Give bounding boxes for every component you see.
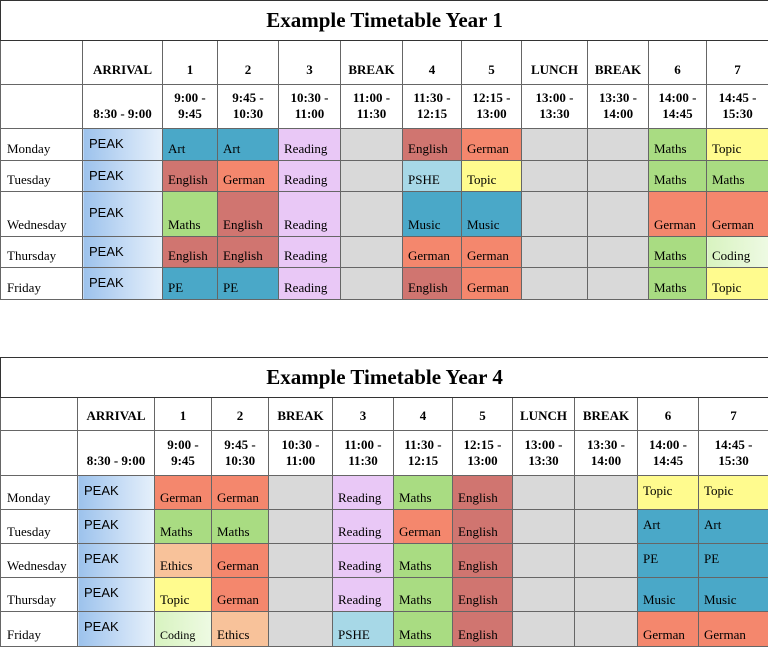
lesson-cell: English xyxy=(163,237,218,268)
lesson-cell: English xyxy=(403,129,462,161)
lesson-cell: Maths xyxy=(394,544,453,578)
time-cell: 11:00 - 11:30 xyxy=(341,85,403,129)
time-cell: 12:15 - 13:00 xyxy=(453,431,513,476)
header-period-1: 1 xyxy=(155,398,212,431)
lesson-cell: English xyxy=(218,237,279,268)
table-row xyxy=(1,510,768,544)
timetable-title: Example Timetable Year 1 xyxy=(1,1,768,41)
lesson-cell: German xyxy=(462,129,522,161)
lesson-cell xyxy=(588,192,649,237)
header-period-3: 3 xyxy=(333,398,394,431)
day-label: Wednesday xyxy=(1,192,83,237)
lesson-cell: Reading xyxy=(279,192,341,237)
lesson-cell: Topic xyxy=(638,476,699,510)
lesson-cell: German xyxy=(462,237,522,268)
time-cell: 10:30 - 11:00 xyxy=(269,431,333,476)
lesson-cell: Maths xyxy=(163,192,218,237)
lesson-cell: Coding xyxy=(155,612,212,647)
lesson-cell: English xyxy=(453,510,513,544)
lesson-cell: Art xyxy=(163,129,218,161)
time-cell: 14:45 - 15:30 xyxy=(699,431,768,476)
lesson-cell: PEAK xyxy=(83,129,163,161)
time-cell: 13:30 - 14:00 xyxy=(575,431,638,476)
lesson-cell xyxy=(575,612,638,647)
time-cell: 13:00 - 13:30 xyxy=(522,85,588,129)
time-cell: 9:00 - 9:45 xyxy=(163,85,218,129)
lesson-cell: Music xyxy=(638,578,699,612)
lesson-cell xyxy=(588,161,649,192)
lesson-cell: PEAK xyxy=(83,237,163,268)
lesson-cell: Reading xyxy=(279,129,341,161)
lesson-cell: PEAK xyxy=(78,544,155,578)
lesson-cell: Reading xyxy=(279,161,341,192)
lesson-cell: Art xyxy=(638,510,699,544)
corner-cell xyxy=(1,398,78,431)
lesson-cell: English xyxy=(453,612,513,647)
header-lunch: LUNCH xyxy=(522,41,588,85)
lesson-cell: Art xyxy=(699,510,768,544)
lesson-cell xyxy=(269,476,333,510)
table-row xyxy=(1,237,768,268)
lesson-cell: German xyxy=(218,161,279,192)
lesson-cell: German xyxy=(212,578,269,612)
lesson-cell: German xyxy=(638,612,699,647)
lesson-cell: Ethics xyxy=(212,612,269,647)
time-cell: 9:45 - 10:30 xyxy=(218,85,279,129)
lesson-cell: German xyxy=(155,476,212,510)
lesson-cell: German xyxy=(707,192,768,237)
lesson-cell: German xyxy=(403,237,462,268)
time-cell: 13:00 - 13:30 xyxy=(513,431,575,476)
lesson-cell: Maths xyxy=(707,161,768,192)
time-cell: 10:30 - 11:00 xyxy=(279,85,341,129)
lesson-cell: Reading xyxy=(333,510,394,544)
lesson-cell xyxy=(522,161,588,192)
lesson-cell: Reading xyxy=(333,476,394,510)
lesson-cell: Topic xyxy=(462,161,522,192)
lesson-cell: PEAK xyxy=(83,161,163,192)
timetable-year-1-table xyxy=(0,0,768,300)
lesson-cell: PE xyxy=(218,268,279,300)
lesson-cell: PEAK xyxy=(83,268,163,300)
lesson-cell xyxy=(513,578,575,612)
time-cell: 9:45 - 10:30 xyxy=(212,431,269,476)
lesson-cell: English xyxy=(453,544,513,578)
lesson-cell: English xyxy=(403,268,462,300)
lesson-cell: Maths xyxy=(649,268,707,300)
day-label: Friday xyxy=(1,612,78,647)
timetable-title: Example Timetable Year 4 xyxy=(1,358,768,398)
lesson-cell: PEAK xyxy=(78,510,155,544)
day-label: Thursday xyxy=(1,237,83,268)
lesson-cell: PSHE xyxy=(333,612,394,647)
time-cell: 11:00 - 11:30 xyxy=(333,431,394,476)
lesson-cell: PE xyxy=(699,544,768,578)
lesson-cell xyxy=(341,129,403,161)
time-cell: 14:00 - 14:45 xyxy=(638,431,699,476)
lesson-cell xyxy=(522,129,588,161)
lesson-cell: Maths xyxy=(649,129,707,161)
lesson-cell xyxy=(269,578,333,612)
day-label: Wednesday xyxy=(1,544,78,578)
header-break: BREAK xyxy=(575,398,638,431)
lesson-cell: English xyxy=(453,578,513,612)
lesson-cell: German xyxy=(394,510,453,544)
timetable-year-4-table xyxy=(0,357,768,647)
lesson-cell: Maths xyxy=(212,510,269,544)
lesson-cell: Music xyxy=(462,192,522,237)
time-cell: 14:45 - 15:30 xyxy=(707,85,768,129)
table-row xyxy=(1,268,768,300)
lesson-cell: PEAK xyxy=(78,476,155,510)
header-period-5: 5 xyxy=(453,398,513,431)
lesson-cell xyxy=(269,612,333,647)
lesson-cell: Reading xyxy=(333,578,394,612)
lesson-cell xyxy=(588,129,649,161)
table-row xyxy=(1,192,768,237)
header-period-5: 5 xyxy=(462,41,522,85)
lesson-cell: Coding xyxy=(707,237,768,268)
time-cell: 9:00 - 9:45 xyxy=(155,431,212,476)
time-cell: 12:15 - 13:00 xyxy=(462,85,522,129)
lesson-cell xyxy=(588,237,649,268)
time-cell: 8:30 - 9:00 xyxy=(83,85,163,129)
lesson-cell: Reading xyxy=(333,544,394,578)
lesson-cell: PEAK xyxy=(78,612,155,647)
lesson-cell: PE xyxy=(163,268,218,300)
time-cell: 8:30 - 9:00 xyxy=(78,431,155,476)
lesson-cell xyxy=(341,268,403,300)
table-row xyxy=(1,476,768,510)
lesson-cell xyxy=(575,544,638,578)
header-break: BREAK xyxy=(588,41,649,85)
lesson-cell: English xyxy=(218,192,279,237)
header-break: BREAK xyxy=(341,41,403,85)
lesson-cell: Maths xyxy=(394,476,453,510)
table-row xyxy=(1,161,768,192)
lesson-cell: Music xyxy=(699,578,768,612)
lesson-cell: PSHE xyxy=(403,161,462,192)
header-period-7: 7 xyxy=(707,41,768,85)
header-period-1: 1 xyxy=(163,41,218,85)
lesson-cell: German xyxy=(649,192,707,237)
header-period-6: 6 xyxy=(638,398,699,431)
header-period-6: 6 xyxy=(649,41,707,85)
day-label: Tuesday xyxy=(1,510,78,544)
lesson-cell xyxy=(522,237,588,268)
lesson-cell xyxy=(513,476,575,510)
table-row xyxy=(1,129,768,161)
day-label: Thursday xyxy=(1,578,78,612)
lesson-cell xyxy=(513,510,575,544)
corner-cell xyxy=(1,85,83,129)
header-period-2: 2 xyxy=(212,398,269,431)
table-row xyxy=(1,544,768,578)
time-cell: 14:00 - 14:45 xyxy=(649,85,707,129)
lesson-cell xyxy=(522,192,588,237)
lesson-cell xyxy=(269,544,333,578)
lesson-cell xyxy=(341,237,403,268)
timetable-year-4 xyxy=(0,357,768,647)
lesson-cell: German xyxy=(212,544,269,578)
header-arrival: ARRIVAL xyxy=(78,398,155,431)
time-cell: 11:30 - 12:15 xyxy=(403,85,462,129)
header-lunch: LUNCH xyxy=(513,398,575,431)
lesson-cell xyxy=(341,192,403,237)
header-period-2: 2 xyxy=(218,41,279,85)
header-period-7: 7 xyxy=(699,398,768,431)
table-row xyxy=(1,612,768,647)
lesson-cell: Topic xyxy=(155,578,212,612)
header-arrival: ARRIVAL xyxy=(83,41,163,85)
lesson-cell: Maths xyxy=(649,161,707,192)
lesson-cell: Maths xyxy=(394,612,453,647)
lesson-cell: Topic xyxy=(707,129,768,161)
lesson-cell: Art xyxy=(218,129,279,161)
lesson-cell: English xyxy=(453,476,513,510)
lesson-cell xyxy=(588,268,649,300)
lesson-cell: German xyxy=(462,268,522,300)
header-break: BREAK xyxy=(269,398,333,431)
lesson-cell xyxy=(269,510,333,544)
lesson-cell: Music xyxy=(403,192,462,237)
day-label: Monday xyxy=(1,476,78,510)
corner-cell xyxy=(1,431,78,476)
header-period-4: 4 xyxy=(394,398,453,431)
lesson-cell: PEAK xyxy=(78,578,155,612)
lesson-cell: Reading xyxy=(279,268,341,300)
lesson-cell: PE xyxy=(638,544,699,578)
lesson-cell: English xyxy=(163,161,218,192)
header-period-3: 3 xyxy=(279,41,341,85)
lesson-cell xyxy=(575,578,638,612)
lesson-cell: German xyxy=(212,476,269,510)
lesson-cell xyxy=(522,268,588,300)
table-row xyxy=(1,578,768,612)
lesson-cell xyxy=(575,510,638,544)
lesson-cell: PEAK xyxy=(83,192,163,237)
lesson-cell: Reading xyxy=(279,237,341,268)
lesson-cell: Maths xyxy=(394,578,453,612)
lesson-cell: Topic xyxy=(707,268,768,300)
time-cell: 13:30 - 14:00 xyxy=(588,85,649,129)
header-period-4: 4 xyxy=(403,41,462,85)
corner-cell xyxy=(1,41,83,85)
lesson-cell: Topic xyxy=(699,476,768,510)
day-label: Monday xyxy=(1,129,83,161)
time-cell: 11:30 - 12:15 xyxy=(394,431,453,476)
lesson-cell: Maths xyxy=(155,510,212,544)
day-label: Tuesday xyxy=(1,161,83,192)
lesson-cell xyxy=(575,476,638,510)
lesson-cell: Ethics xyxy=(155,544,212,578)
lesson-cell xyxy=(513,612,575,647)
timetable-year-1 xyxy=(0,0,768,300)
lesson-cell xyxy=(513,544,575,578)
lesson-cell: Maths xyxy=(649,237,707,268)
lesson-cell: German xyxy=(699,612,768,647)
lesson-cell xyxy=(341,161,403,192)
day-label: Friday xyxy=(1,268,83,300)
